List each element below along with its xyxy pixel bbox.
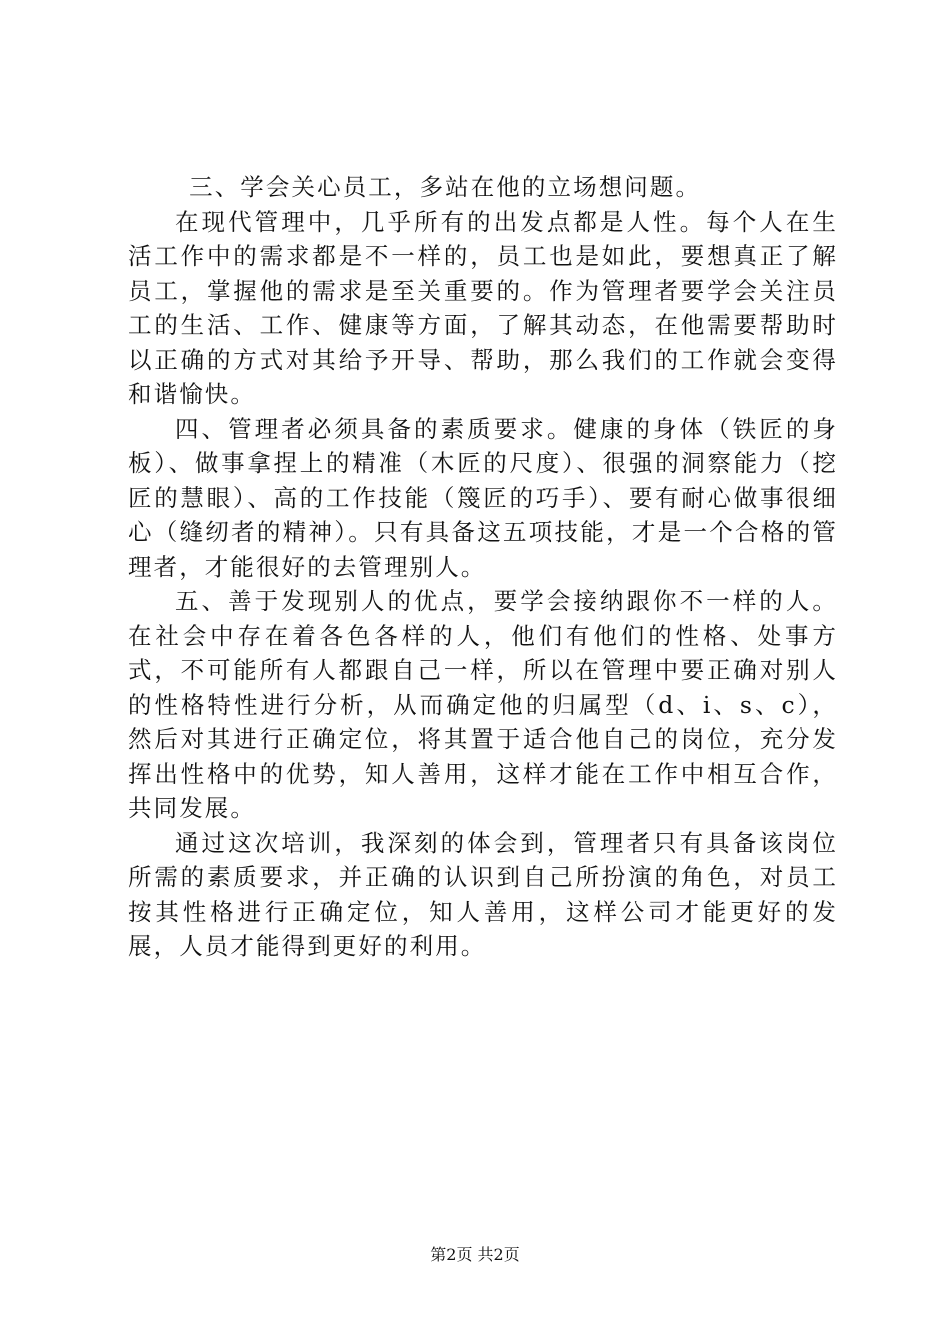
paragraph-conclusion: 通过这次培训，我深刻的体会到，管理者只有具备该岗位所需的素质要求，并正确的认识到自己所扮演的角色，对员工按其性格进行正确定位，知人善用，这样公司才能更好的发展，人员才能得到更好的利用。 bbox=[128, 828, 838, 960]
paragraph-manager-qualities: 四、管理者必须具备的素质要求。健康的身体（铁匠的身板）、做事拿捏上的精准（木匠的尺度）、很强的洞察能力（挖匠的慧眼）、高的工作技能（篾匠的巧手）、要有耐心做事很细心（缝纫者的精神）。只有具备这五项技能，才是一个合格的管理者，才能很好的去管理别人。 bbox=[128, 414, 838, 581]
document-body bbox=[128, 170, 838, 964]
paragraph-modern-management: 在现代管理中，几乎所有的出发点都是人性。每个人在生活工作中的需求都是不一样的，员工也是如此，要想真正了解员工，掌握他的需求是至关重要的。作为管理者要学会关注员工的生活、工作、健康等方面，了解其动态，在他需要帮助时以正确的方式对其给予开导、帮助，那么我们的工作就会变得和谐愉快。 bbox=[128, 207, 838, 408]
page-number: 第2页 共2页 bbox=[430, 1245, 520, 1264]
page-footer bbox=[0, 1243, 950, 1267]
paragraph-discover-strengths: 五、善于发现别人的优点，要学会接纳跟你不一样的人。在社会中存在着各色各样的人，他们有他们的性格、处事方式，不可能所有人都跟自己一样，所以在管理中要正确对别人的性格特性进行分析，从而确定他的归属型（d、i、s、c），然后对其进行正确定位，将其置于适合他自己的岗位，充分发挥出性格中的优势，知人善用，这样才能在工作中相互合作，共同发展。 bbox=[128, 587, 838, 822]
paragraph-heading-three: 三、学会关心员工，多站在他的立场想问题。 bbox=[189, 173, 702, 201]
